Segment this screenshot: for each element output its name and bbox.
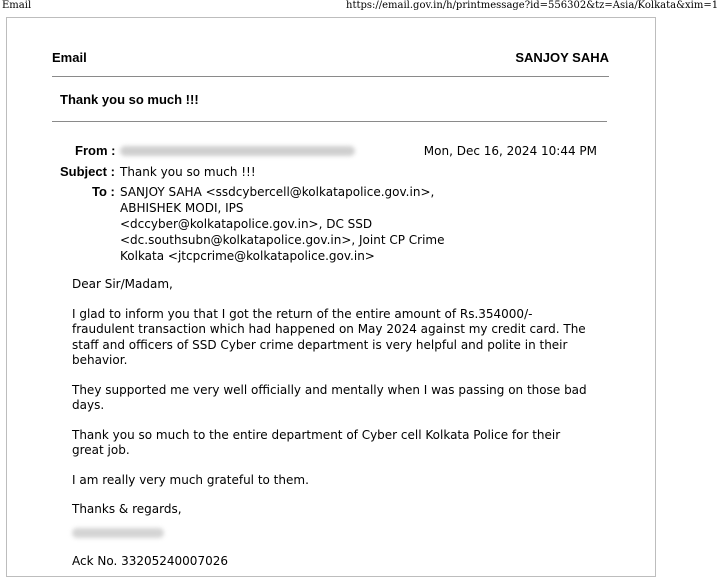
app-name: Email (52, 50, 87, 65)
to-line: <dc.southsubn@kolkatapolice.gov.in>, Joint CP Crime (120, 233, 445, 247)
subject-value: Thank you so much !!! (120, 165, 256, 179)
user-name: SANJOY SAHA (515, 50, 609, 65)
print-header (0, 0, 718, 14)
print-header-url: https://email.gov.in/h/printmessage?id=556302&tz=Asia/Kolkata&xim=1 (346, 0, 718, 11)
to-label: To : (92, 184, 115, 199)
subject-label: Subject : (60, 164, 115, 179)
to-line: SANJOY SAHA <ssdcybercell@kolkatapolice.gov.in>, (120, 185, 435, 199)
message-title: Thank you so much !!! (60, 92, 199, 107)
greeting: Dear Sir/Madam, (72, 277, 173, 291)
from-label: From : (75, 143, 116, 158)
body-paragraph: I am really very much grateful to them. (72, 472, 309, 487)
print-header-title: Email (2, 0, 32, 11)
email-topbar (52, 50, 609, 77)
to-line: ABHISHEK MODI, IPS (120, 201, 244, 215)
body-paragraph: I glad to inform you that I got the return of the entire amount of Rs.354000/- fraudulent transaction which had happened on May 2024 against my credit card. The staff and officers of SSD Cyber crime department is very helpful and polite in their behavior. (72, 306, 586, 367)
message-body (72, 277, 592, 583)
body-paragraph: Thank you so much to the entire department of Cyber cell Kolkata Police for their great job. (72, 427, 561, 457)
signature-redacted (72, 528, 592, 538)
ack-number: Ack No. 33205240007026 (72, 553, 228, 568)
divider (52, 121, 607, 122)
to-recipients (120, 184, 445, 264)
from-value-redacted (120, 143, 355, 157)
body-paragraph: They supported me very well officially and mentally when I was passing on those bad days. (72, 382, 587, 412)
message-date: Mon, Dec 16, 2024 10:44 PM (423, 144, 597, 158)
to-line: <dccyber@kolkatapolice.gov.in>, DC SSD (120, 217, 373, 231)
to-line: Kolkata <jtcpcrime@kolkatapolice.gov.in> (120, 249, 375, 263)
closing: Thanks & regards, (72, 502, 182, 516)
